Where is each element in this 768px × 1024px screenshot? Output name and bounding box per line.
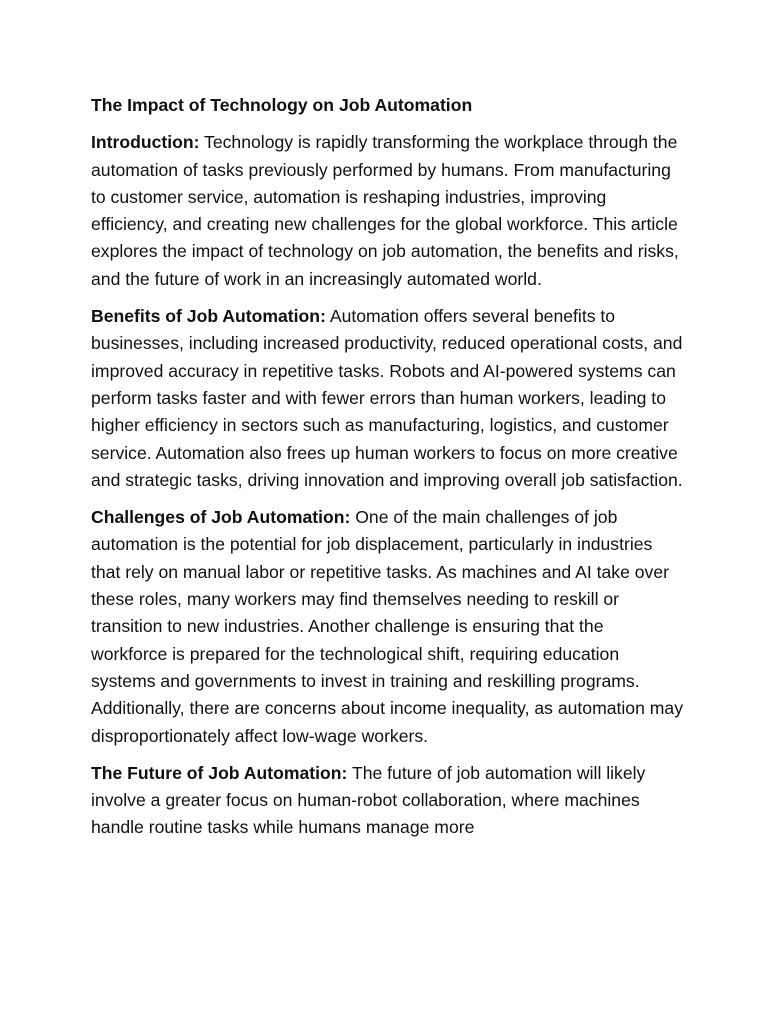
- section-benefits: [91, 303, 683, 494]
- document-title: The Impact of Technology on Job Automation: [91, 95, 473, 115]
- section-body: The future of job automation will likely involve a greater focus on human-robot collaboration, where machines handle routine tasks while humans manage more: [91, 762, 646, 838]
- section-introduction: [91, 129, 683, 293]
- section-heading: Challenges of Job Automation:: [91, 507, 351, 528]
- section-heading: The Future of Job Automation:: [91, 762, 348, 783]
- section-body: Automation offers several benefits to businesses, including increased productivity, reduced operational costs, and improved accuracy in repetitive tasks. Robots and AI-powered systems can perform tasks faster and with fewer errors than human workers, leading to higher efficiency in sectors such as manufacturing, logistics, and customer service. Automation also frees up human workers to focus on more creative and strategic tasks, driving innovation and improving overall job satisfaction.: [91, 306, 683, 490]
- document-body: [91, 92, 683, 852]
- section-body: Technology is rapidly transforming the workplace through the automation of tasks previously performed by humans. From manufacturing to customer service, automation is reshaping industries, improving efficiency, and creating new challenges for the global workforce. This article explores the impact of technology on job automation, the benefits and risks, and the future of work in an increasingly automated world.: [91, 132, 679, 289]
- section-heading: Introduction:: [91, 132, 200, 153]
- section-future: [91, 760, 683, 842]
- section-heading: Benefits of Job Automation:: [91, 306, 326, 327]
- section-body: One of the main challenges of job automation is the potential for job displacement, particularly in industries that rely on manual labor or repetitive tasks. As machines and AI take over these roles, many workers may find themselves needing to reskill or transition to new industries. Another challenge is ensuring that the workforce is prepared for the technological shift, requiring education systems and governments to invest in training and reskilling programs. Additionally, there are concerns about income inequality, as automation may disproportionately affect low-wage workers.: [91, 507, 684, 746]
- section-challenges: [91, 504, 683, 750]
